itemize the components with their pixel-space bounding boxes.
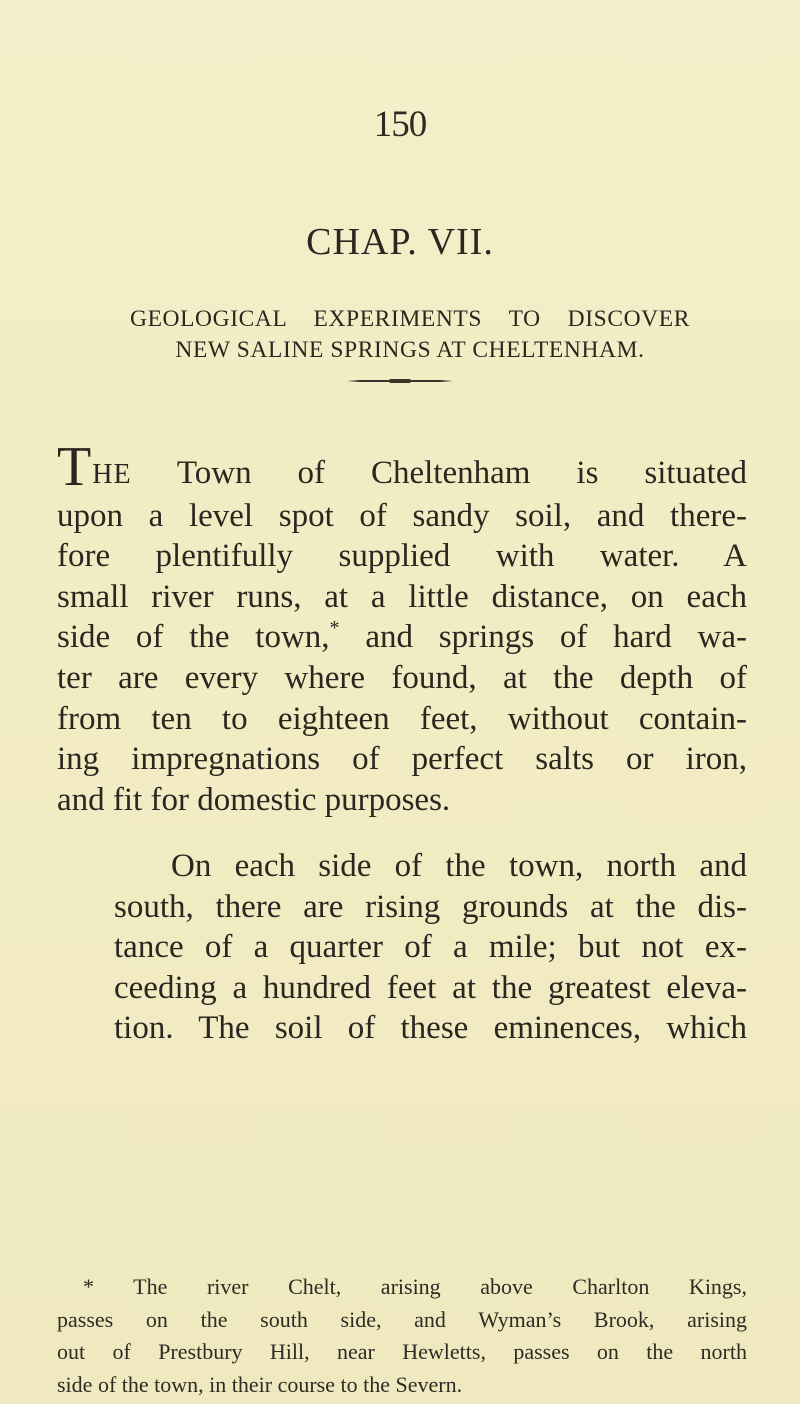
chapter-title: CHAP. VII.	[306, 221, 494, 263]
paragraph-line: and fit for domestic purposes.	[57, 781, 451, 818]
footnote-line: side of the town, in their course to the Severn.	[57, 1372, 463, 1398]
paragraph-1	[57, 436, 747, 820]
paragraph-line: ter are every where found, at the depth of	[57, 659, 747, 696]
paragraph-line: side of the town,* and springs of hard wa-	[57, 617, 747, 656]
paragraph-line: south, there are rising grounds at the dis-	[114, 888, 747, 925]
ornamental-rule	[347, 380, 453, 382]
footnote-line: out of Prestbury Hill, near Hewletts, passes on the north	[57, 1339, 747, 1365]
paragraph-line: upon a level spot of sandy soil, and there-	[57, 497, 747, 534]
paragraph-line: fore plentifully supplied with water. A	[57, 538, 747, 575]
footnote-marker: *	[83, 1274, 94, 1299]
paragraph-line: tance of a quarter of a mile; but not ex-	[114, 929, 747, 966]
page-number: 150	[373, 104, 427, 145]
section-heading-line-2: NEW SALINE SPRINGS AT CHELTENHAM.	[175, 337, 645, 363]
paragraph-line: tion. The soil of these eminences, which	[114, 1010, 747, 1047]
paragraph-line: THE Town of Cheltenham is situated	[57, 436, 747, 498]
footnote	[57, 1271, 747, 1402]
paragraph-line: On each side of the town, north and	[171, 848, 747, 884]
paragraph-line: from ten to eighteen feet, without contain-	[57, 700, 747, 737]
lead-caps: HE	[92, 459, 132, 490]
paragraph-line: ceeding a hundred feet at the greatest eleva-	[114, 969, 747, 1006]
section-heading	[130, 304, 690, 366]
drop-cap: T	[57, 436, 92, 498]
section-heading-line-1: GEOLOGICAL EXPERIMENTS TO DISCOVER	[130, 306, 690, 332]
paragraph-2	[57, 846, 747, 1049]
paragraph-line: ing impregnations of perfect salts or iron,	[57, 741, 747, 778]
footnote-line: passes on the south side, and Wyman’s Brook, arising	[57, 1306, 747, 1332]
paragraph-line: small river runs, at a little distance, on each	[57, 578, 747, 615]
footnote-reference: *	[329, 617, 340, 640]
footnote-line: * The river Chelt, arising above Charlton Kings,	[57, 1271, 747, 1304]
